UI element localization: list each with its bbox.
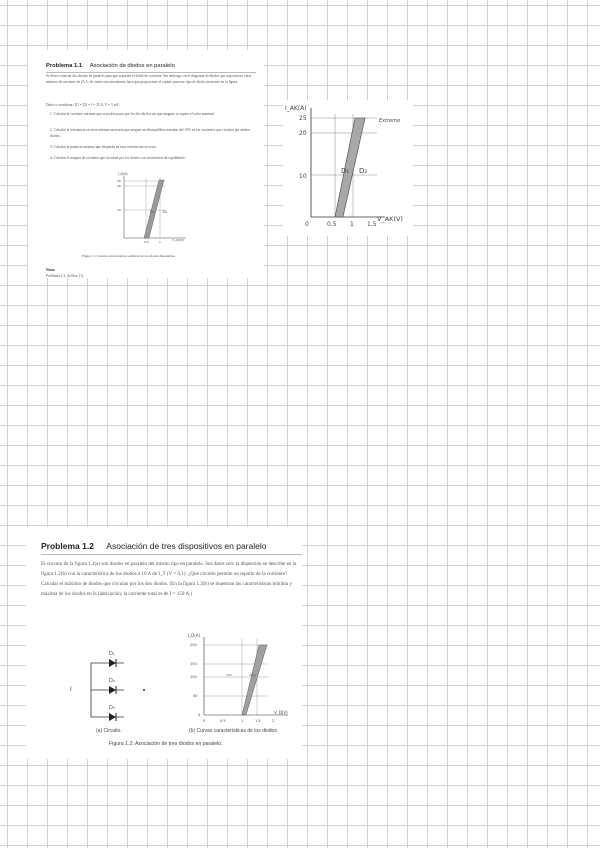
circuit-source-label: I xyxy=(70,686,72,693)
problem-2-sheet xyxy=(26,527,302,759)
problem-1-notes-title: Notas xyxy=(46,268,55,272)
zoom-d1-label: D₁ xyxy=(341,167,350,175)
graph-x-tick-2: 2 xyxy=(272,719,275,723)
mini-d1-label: D₁ xyxy=(150,210,155,214)
graph-x-axis-label: V_D(V) xyxy=(274,710,288,715)
diode-d1-symbol xyxy=(109,659,116,667)
circuit-d3-label: D₃ xyxy=(109,705,115,711)
problem-2-paragraph: El circuito de la figura 1.2(a) son diodos en paralelo del mismo tipo en paralelo. Sus datos son: la dispersión se describe en la figura 1.2(b) con la característica de los diodos a 10 A de I_T (V = 0,1). ¿Qué circuito permite un reparto de la corriente? Calcular el máximo de diodos que circulan por los dos diodos. (En la figura 1.2(b) se muestran las características mínima y máxima de los diodos en la fabricación; la corriente total es de I = 150 A.) xyxy=(41,561,297,597)
problem-1-figure-caption: Figura 1.1: Curvas características estáticas de los diodos disponibles. xyxy=(82,254,176,258)
zoom-y-tick-10: 10 xyxy=(299,173,307,180)
problem-1-data-line: Datos a considerar: D1 = D2 = I = 25 A, V = 5 mV. xyxy=(46,103,120,107)
graph-max-label: máx. xyxy=(249,673,257,677)
problem-1-sheet xyxy=(28,50,264,278)
diode-d2-symbol xyxy=(109,686,116,694)
problem-1-mini-figure xyxy=(116,170,192,244)
mini-tick-x1: 0.5 xyxy=(144,240,149,244)
problem-2-circuit xyxy=(66,649,156,725)
problem-1-intro: Se desea conectar dos diodos en paralelo para que soporten el doble de corriente. Sin embargo, en el diagrama de diodos que soportan un valor máximo de corriente de 25 A, de ciertos inconvenientes hace que proporcione el reparto para ese tipo de diodo, mostrado en la figura. xyxy=(46,74,252,84)
zoom-x-tick-1: 1 xyxy=(350,221,354,228)
problem-2-title-rule xyxy=(41,554,302,555)
zoom-x-tick-05: 0.5 xyxy=(327,221,337,228)
graph-y-tick-100: 100 xyxy=(190,675,197,679)
graph-y-tick-200: 200 xyxy=(190,643,197,647)
problem-2-figure-caption: Figura 1.2: Asociación de tres diodos en paralelo. xyxy=(109,741,223,747)
mini-tick-10: 10 xyxy=(117,208,121,212)
zoom-y-tick-25: 25 xyxy=(299,115,307,122)
problem-1-item-1: 1. Calcular la corriente máxima que se podría pasar por los dos diodos sin que ninguno se supere el valor nominal. xyxy=(50,112,215,116)
problem-1-item-2: 2. Calcular la resistencia en serie mínima necesaria que asegure un desequilibrio máximo del 10% en las corrientes que circulan por ambos diodos. xyxy=(50,128,250,138)
problem-1-number: Problema 1.1 xyxy=(46,63,83,69)
zoom-d2-label: D₂ xyxy=(359,167,368,175)
curves-caption: (b) Curvas características de los diodos. xyxy=(189,728,279,734)
graph-x-tick-15: 1.5 xyxy=(255,719,261,723)
graph-y-tick-50: 50 xyxy=(193,694,198,698)
zoomed-characteristic-figure xyxy=(283,100,413,236)
circuit-d2-label: D₂ xyxy=(109,678,115,684)
problem-2-title: Asociación de tres dispositivos en paralelo xyxy=(106,541,267,551)
graph-y-tick-0: 0 xyxy=(198,713,201,717)
zoom-extreme-label: Extremo xyxy=(379,118,401,124)
mini-tick-20: 20 xyxy=(117,184,121,188)
circuit-caption: (a) Circuito. xyxy=(96,728,122,734)
zoomed-figure-sheet xyxy=(283,100,413,236)
graph-x-tick-1: 1 xyxy=(241,719,244,723)
problem-2-number: Problema 1.2 xyxy=(41,541,94,551)
mini-y-label: I_D(A) xyxy=(118,172,128,176)
graph-y-axis-label: I_D(A) xyxy=(188,633,201,638)
graph-dispersion-band xyxy=(242,645,267,715)
zoom-x-axis-label: V_AK(V) xyxy=(377,215,403,223)
mini-tick-25: 25 xyxy=(117,179,121,183)
problem-1-title: Asociación de diodos en paralelo xyxy=(89,63,175,69)
graph-y-tick-150: 150 xyxy=(190,662,197,666)
title-rule xyxy=(46,72,256,73)
zoom-x-tick-15: 1.5 xyxy=(367,221,377,228)
mini-d2-label: D₂ xyxy=(163,210,168,214)
zoom-x-tick-0: 0 xyxy=(305,221,309,228)
mini-dispersion-band xyxy=(144,180,164,238)
graph-x-tick-05: 0.5 xyxy=(220,719,226,723)
graph-x-tick-0: 0 xyxy=(203,719,206,723)
problem-2-curves-graph xyxy=(188,631,300,727)
circuit-d1-label: D₁ xyxy=(109,651,115,657)
zoom-y-tick-20: 20 xyxy=(299,130,307,137)
mini-x-label: V_AK(V) xyxy=(172,238,184,242)
problem-1-notes-text: Problema 2.3, de libro [1]. xyxy=(46,274,85,278)
circuit-output-node xyxy=(143,689,145,691)
diode-d3-symbol xyxy=(109,713,116,721)
problem-1-heading xyxy=(46,63,175,69)
graph-min-label: mín. xyxy=(226,673,233,677)
zoom-y-axis-label: I_AK(A) xyxy=(285,105,307,112)
problem-2-heading xyxy=(41,541,266,551)
mini-tick-x2: 1 xyxy=(159,240,161,244)
problem-1-item-4: 4. Calcular el margen de corriente que circulará por los diodos con resistencias de equilibrado. xyxy=(50,156,186,160)
problem-1-item-3: 3. Calcular la potencia máxima que disiparán en esas resistencias en serie. xyxy=(50,145,157,149)
